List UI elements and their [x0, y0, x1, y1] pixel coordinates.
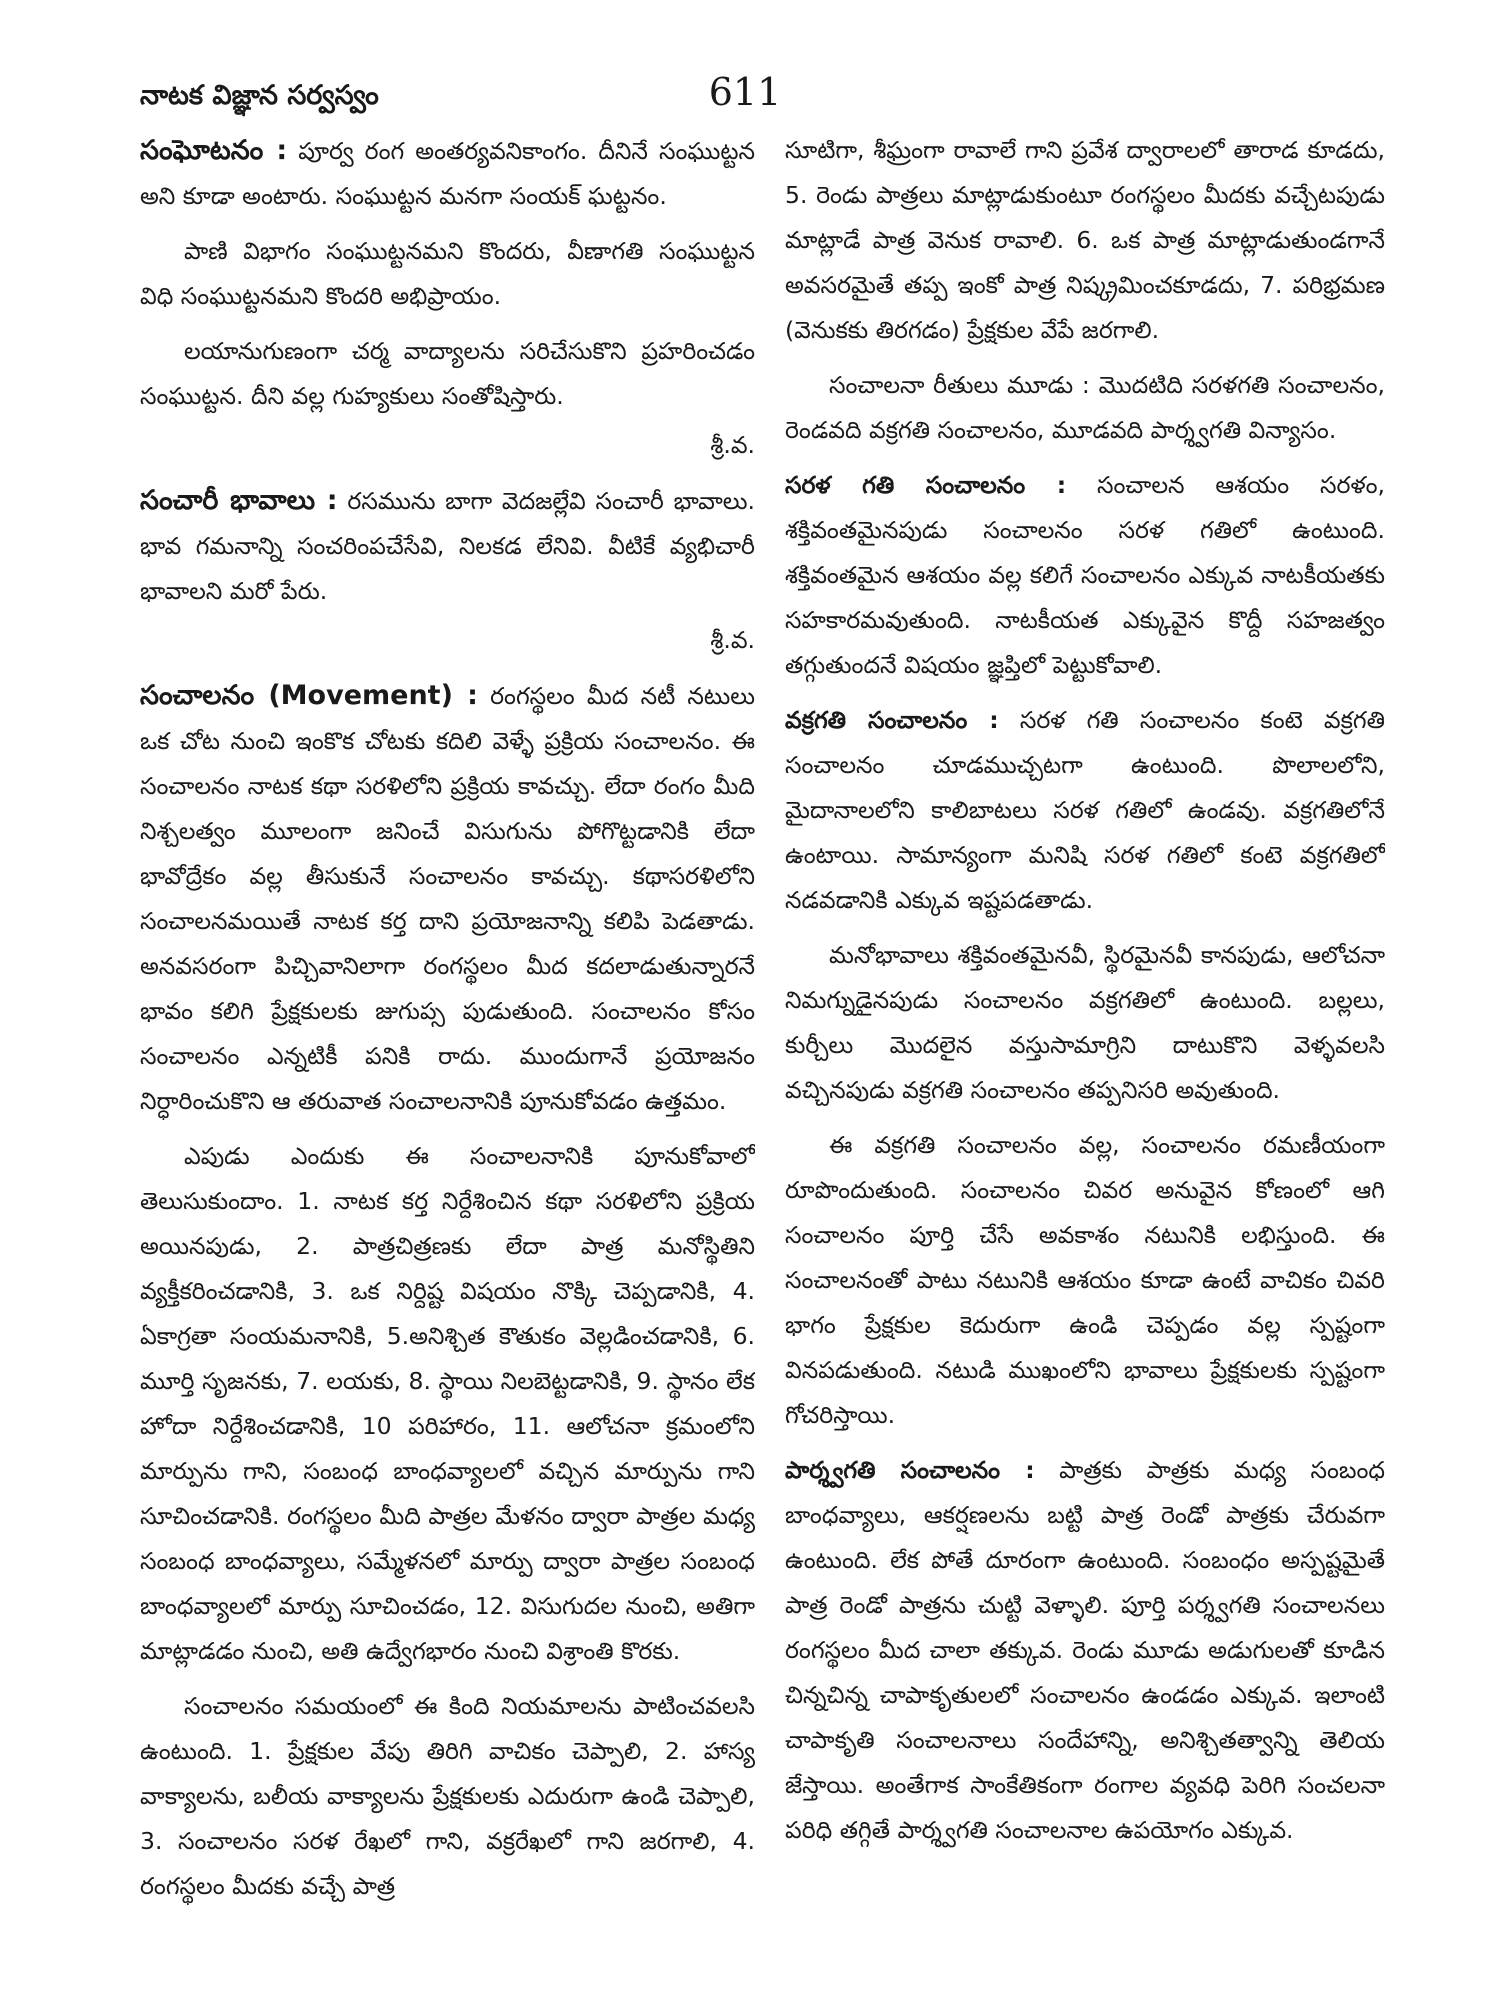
- paragraph: రంగస్థలం మీద నటీ నటులు ఒక చోట నుంచి ఇంకొక చోటకు కదిలి వెళ్ళే ప్రక్రియ సంచాలనం. ఈ సంచాలనం నాటక కథా సరళిలోని ప్రక్రియ కావచ్చు. లేదా రంగం మీది నిశ్చలత్వం మూలంగా జనించే విసుగును పోగొట్టడానికి లేదా భావోద్రేకం వల్ల తీసుకునే సంచాలనం కావచ్చు. కథాసరళిలోని సంచాలనమయితే నాటక కర్త దాని ప్రయోజనాన్ని కలిపి పెడతాడు. అనవసరంగా పిచ్చివానిలాగా రంగస్థలం మీద కదలాడుతున్నారనే భావం కలిగి ప్రేక్షకులకు జుగుప్స పుడుతుంది. సంచాలనం కోసం సంచాలనం ఎన్నటికీ పనికి రాదు. ముందుగానే ప్రయోజనం నిర్ధారించుకొని ఆ తరువాత సంచాలనానికి పూనుకోవడం ఉత్తమం.: [140, 682, 755, 1115]
- paragraph: ఈ వక్రగతి సంచాలనం వల్ల, సంచాలనం రమణీయంగా రూపొందుతుంది. సంచాలనం చివర అనువైన కోణంలో ఆగి సంచాలనం పూర్తి చేసే అవకాశం నటునికి లభిస్తుంది. ఈ సంచాలనంతో పాటు నటునికి ఆశయం కూడా ఉంటే వాచికం చివరి భాగం ప్రేక్షకుల కెదురుగా ఉండి చెప్పడం వల్ల స్పష్టంగా వినపడుతుంది. నటుడి ముఖంలోని భావాలు ప్రేక్షకులకు స్పష్టంగా గోచరిస్తాయి.: [785, 1131, 1385, 1429]
- running-head: నాటక విజ్ఞాన సర్వస్వం: [140, 80, 379, 111]
- paragraph: రసమును బాగా వెదజల్లేవి సంచారీ భావాలు. భావ గమనాన్ని సంచరింపచేసేవి, నిలకడ లేనివి. వీటికే వ్యభిచారీ భావాలని మరో పేరు.: [140, 487, 755, 605]
- subentry-vakra-gati: [785, 698, 1385, 923]
- entry-sanchari-bhavalu: [140, 478, 755, 614]
- page-number: 611: [708, 70, 782, 114]
- entry-sanghotanam: [140, 128, 755, 219]
- entry-title: సంచాలనం (Movement) :: [140, 680, 478, 711]
- subentry-title: పార్శ్వగతి సంచాలనం :: [785, 1456, 1035, 1484]
- entry-title: సంచారీ భావాలు :: [140, 485, 338, 516]
- paragraph: మనోభావాలు శక్తివంతమైనవీ, స్థిరమైనవీ కానపుడు, ఆలోచనా నిమగ్నుడైనపుడు సంచాలనం వక్రగతిలో ఉంటుంది. బల్లలు, కుర్చీలు మొదలైన వస్తుసామాగ్రిని దాటుకొని వెళ్ళవలసి వచ్చినపుడు వక్రగతి సంచాలనం తప్పనిసరి అవుతుంది.: [785, 941, 1385, 1104]
- subentry-title: వక్రగతి సంచాలనం :: [785, 706, 999, 734]
- paragraph: పాణి విభాగం సంఘుట్టనమని కొందరు, వీణాగతి సంఘుట్టన విధి సంఘుట్టనమని కొందరి అభిప్రాయం.: [140, 237, 755, 310]
- left-column: [140, 128, 755, 1968]
- subentry-parshva-gati: [785, 1448, 1385, 1853]
- paragraph: ఎపుడు ఎందుకు ఈ సంచాలనానికి పూనుకోవాలో తెలుసుకుందాం. 1. నాటక కర్త నిర్దేశించిన కథా సరళిలోని ప్రక్రియ అయినపుడు, 2. పాత్రచిత్రణకు లేదా పాత్ర మనోస్థితిని వ్యక్తీకరించడానికి, 3. ఒక నిర్దిష్ట విషయం నొక్కి చెప్పడానికి, 4. ఏకాగ్రతా సంయమనానికి, 5.అనిశ్చిత కౌతుకం వెల్లడించడానికి, 6. మూర్తి సృజనకు, 7. లయకు, 8. స్థాయి నిలబెట్టడానికి, 9. స్థానం లేక హోదా నిర్దేశించడానికి, 10 పరిహారం, 11. ఆలోచనా క్రమంలోని మార్పును గాని, సంబంధ బాంధవ్యాలలో వచ్చిన మార్పును గాని సూచించడానికి. రంగస్థలం మీది పాత్రల మేళనం ద్వారా పాత్రల మధ్య సంబంధ బాంధవ్యాలు, సమ్మేళనలో మార్పు ద్వారా పాత్రల సంబంధ బాంధవ్యాలలో మార్పు సూచించడం, 12. విసుగుదల నుంచి, అతిగా మాట్లాడడం నుంచి, అతి ఉద్వేగభారం నుంచి విశ్రాంతి కొరకు.: [140, 1142, 755, 1665]
- paragraph: సంచాలనం సమయంలో ఈ కింది నియమాలను పాటించవలసి ఉంటుంది. 1. ప్రేక్షకుల వేపు తిరిగి వాచికం చెప్పాలి, 2. హాస్య వాక్యాలను, బలీయ వాక్యాలను ప్రేక్షకులకు ఎదురుగా ఉండి చెప్పాలి, 3. సంచాలనం సరళ రేఖలో గాని, వక్రరేఖలో గాని జరగాలి, 4. రంగస్థలం మీదకు వచ్చే పాత్ర: [140, 1692, 755, 1900]
- entry-title: సంఘోటనం :: [140, 135, 288, 166]
- right-column: [785, 128, 1385, 1968]
- paragraph: సూటిగా, శీఘ్రంగా రావాలే గాని ప్రవేశ ద్వారాలలో తారాడ కూడదు, 5. రెండు పాత్రలు మాట్లాడుకుంటూ రంగస్థలం మీదకు వచ్చేటపుడు మాట్లాడే పాత్ర వెనుక రావాలి. 6. ఒక పాత్ర మాట్లాడుతుండగానే అవసరమైతే తప్ప ఇంకో పాత్ర నిష్క్రమించకూడదు, 7. పరిభ్రమణ (వెనుకకు తిరగడం) ప్రేక్షకుల వేపే జరగాలి.: [785, 136, 1385, 344]
- author-signature: శ్రీ.వ.: [710, 626, 755, 654]
- author-signature: శ్రీ.వ.: [710, 431, 755, 459]
- paragraph: పాత్రకు పాత్రకు మధ్య సంబంధ బాంధవ్యాలు, ఆకర్షణలను బట్టి పాత్ర రెండో పాత్రకు చేరువగా ఉంటుంది. లేక పోతే దూరంగా ఉంటుంది. సంబంధం అస్పష్టమైతే పాత్ర రెండో పాత్రను చుట్టి వెళ్ళాలి. పూర్తి పర్శ్వగతి సంచాలనలు రంగస్థలం మీద చాలా తక్కువ. రెండు మూడు అడుగులతో కూడిన చిన్నచిన్న చాపాకృతులలో సంచాలనం ఉండడం ఎక్కువ. ఇలాంటి చాపాకృతి సంచాలనాలు సందేహాన్ని, అనిశ్చితత్వాన్ని తెలియ జేస్తాయి. అంతేగాక సాంకేతికంగా రంగాల వ్యవధి పెరిగి సంచలనా పరిధి తగ్గితే పార్శ్వగతి సంచాలనాల ఉపయోగం ఎక్కువ.: [785, 1456, 1385, 1844]
- paragraph: సంచాలనా రీతులు మూడు : మొదటిది సరళగతి సంచాలనం, రెండవది వక్రగతి సంచాలనం, మూడవది పార్శ్వగతి విన్యాసం.: [785, 371, 1385, 444]
- subentry-sarala-gati: [785, 463, 1385, 688]
- paragraph: సరళ గతి సంచాలనం కంటె వక్రగతి సంచాలనం చూడముచ్చటగా ఉంటుంది. పొలాలలోని, మైదానాలలోని కాలిబాటలు సరళ గతిలో ఉండవు. వక్రగతిలోనే ఉంటాయి. సామాన్యంగా మనిషి సరళ గతిలో కంటె వక్రగతిలో నడవడానికి ఎక్కువ ఇష్టపడతాడు.: [785, 706, 1385, 914]
- paragraph: పూర్వ రంగ అంతర్యవనికాంగం. దీనినే సంఘుట్టన అని కూడా అంటారు. సంఘుట్టన మనగా సంయక్ ఘట్టనం.: [140, 137, 755, 210]
- entry-sanchalanam: [140, 673, 755, 1124]
- subentry-title: సరళ గతి సంచాలనం :: [785, 471, 1067, 499]
- paragraph: సంచాలన ఆశయం సరళం, శక్తివంతమైనపుడు సంచాలనం సరళ గతిలో ఉంటుంది. శక్తివంతమైన ఆశయం వల్ల కలిగే సంచాలనం ఎక్కువ నాటకీయతకు సహకారమవుతుంది. నాటకీయత ఎక్కువైన కొద్దీ సహజత్వం తగ్గుతుందనే విషయం జ్ఞప్తిలో పెట్టుకోవాలి.: [785, 471, 1385, 679]
- paragraph: లయానుగుణంగా చర్మ వాద్యాలను సరిచేసుకొని ప్రహరించడం సంఘుట్టన. దీని వల్ల గుహ్యకులు సంతోషిస్తారు.: [140, 337, 755, 410]
